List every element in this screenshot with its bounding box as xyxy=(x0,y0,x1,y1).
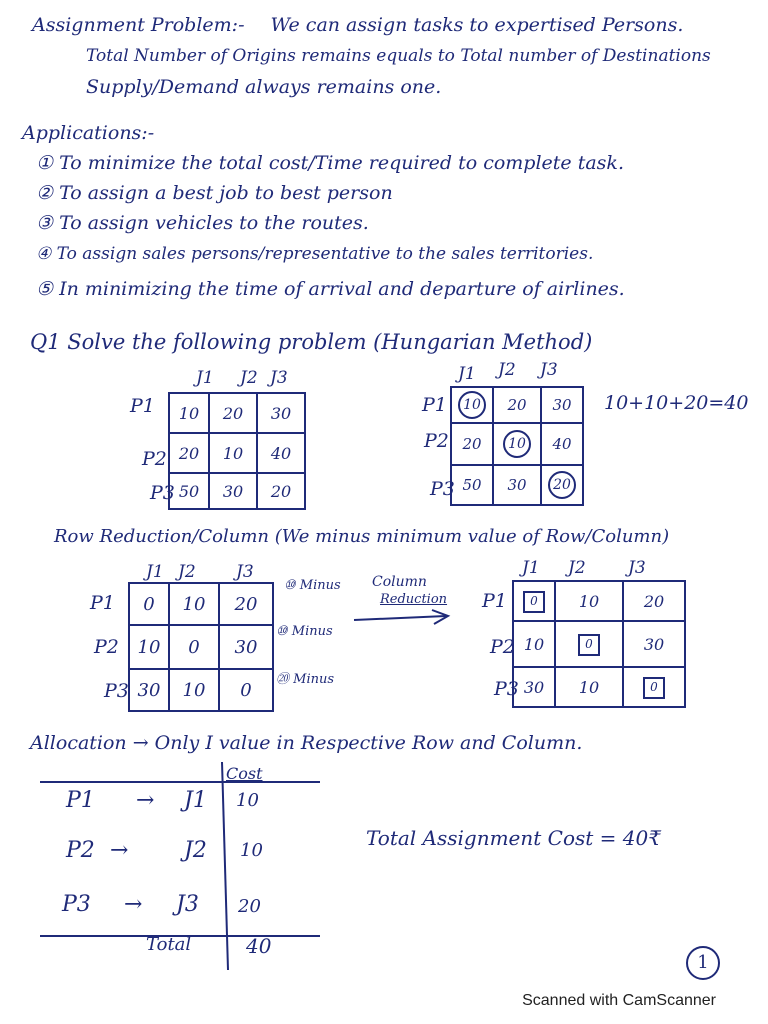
cell: 30 xyxy=(257,393,305,433)
cell: 30 xyxy=(209,473,257,509)
alloc-arrow-2: → xyxy=(110,838,129,863)
cell: 10 xyxy=(129,625,169,669)
question-text: Q1 Solve the following problem (Hungarian Method) xyxy=(30,330,593,354)
right-arrow-icon xyxy=(352,608,456,628)
cell: 40 xyxy=(257,433,305,473)
col-header-j2: J2 xyxy=(498,360,516,380)
cell: 30 xyxy=(219,625,273,669)
cost-header: Cost xyxy=(226,764,263,783)
cell: 20 xyxy=(493,387,541,423)
supply-demand-line: Supply/Demand always remains one. xyxy=(86,76,442,98)
col-header-j3: J3 xyxy=(270,368,288,388)
cell: 20 xyxy=(257,473,305,509)
cell-circled xyxy=(541,465,583,505)
cell: 30 xyxy=(129,669,169,711)
col-header-j3: J3 xyxy=(236,562,254,582)
cell: 0 xyxy=(219,669,273,711)
alloc-from-p1: P1 xyxy=(66,788,95,813)
cell-boxed xyxy=(513,581,555,621)
alloc-to-j3: J3 xyxy=(176,892,199,917)
row-label-p1: P1 xyxy=(482,590,507,612)
total-assignment-cost: Total Assignment Cost = 40₹ xyxy=(366,826,661,850)
alloc-from-p3: P3 xyxy=(62,892,91,917)
cell: 40 xyxy=(541,423,583,465)
application-item-5: ⑤ In minimizing the time of arrival and departure of airlines. xyxy=(36,278,625,300)
col-header-j1: J1 xyxy=(146,562,164,582)
assignment-problem-heading xyxy=(32,14,683,36)
minus-note-row3: ⑳ Minus xyxy=(276,672,335,687)
row-reduced-matrix xyxy=(128,582,274,712)
reduction-heading: Row Reduction/Column (We minus minimum value of Row/Column) xyxy=(54,526,670,547)
alloc-cost-3: 20 xyxy=(238,896,261,917)
alloc-to-j2: J2 xyxy=(184,838,207,863)
cell: 20 xyxy=(209,393,257,433)
cell: 20 xyxy=(219,583,273,625)
row-label-p2: P2 xyxy=(142,448,167,470)
application-item-3: ③ To assign vehicles to the routes. xyxy=(36,212,369,234)
cell: 10 xyxy=(209,433,257,473)
cell: 10 xyxy=(513,621,555,667)
cell: 30 xyxy=(493,465,541,505)
row-label-p1: P1 xyxy=(90,592,115,614)
cost-matrix xyxy=(168,392,306,510)
sum-note: 10+10+20=40 xyxy=(604,392,749,414)
cell: 20 xyxy=(623,581,685,621)
cell: 10 xyxy=(169,393,209,433)
cell: 0 xyxy=(129,583,169,625)
minus-note-row1: ⑩ Minus xyxy=(284,578,341,593)
heading-text: Assignment Problem:- xyxy=(32,14,245,36)
col-header-j2: J2 xyxy=(568,558,586,578)
col-header-j1: J1 xyxy=(458,364,476,384)
row-label-p1: P1 xyxy=(422,394,447,416)
cell: 50 xyxy=(169,473,209,509)
circle-mark: 20 xyxy=(548,471,576,499)
cell: 50 xyxy=(451,465,493,505)
origins-line: Total Number of Origins remains equals to Total number of Destinations xyxy=(86,46,711,66)
camscanner-footer: Scanned with CamScanner xyxy=(522,992,716,1009)
col-header-j2: J2 xyxy=(240,368,258,388)
row-label-p2: P2 xyxy=(490,636,515,658)
cell: 20 xyxy=(451,423,493,465)
row-label-p3: P3 xyxy=(104,680,129,702)
row-label-p3: P3 xyxy=(430,478,455,500)
cell-boxed xyxy=(623,667,685,707)
arrow-label-column: Column xyxy=(372,574,427,590)
allocation-heading: Allocation → Only I value in Respective Row and Column. xyxy=(30,732,583,754)
cell: 20 xyxy=(169,433,209,473)
circle-mark: 10 xyxy=(458,391,486,419)
applications-heading: Applications:- xyxy=(22,122,155,144)
col-header-j3: J3 xyxy=(540,360,558,380)
cell-boxed xyxy=(555,621,623,667)
row-label-p1: P1 xyxy=(130,395,155,417)
arrow-label-reduction: Reduction xyxy=(380,592,448,607)
col-header-j2: J2 xyxy=(178,562,196,582)
definition-text: We can assign tasks to expertised Persons. xyxy=(270,14,684,36)
col-header-j1: J1 xyxy=(196,368,214,388)
column-reduced-matrix xyxy=(512,580,686,708)
alloc-total-label: Total xyxy=(146,934,192,955)
col-header-j3: J3 xyxy=(628,558,646,578)
cell: 30 xyxy=(513,667,555,707)
alloc-cost-2: 10 xyxy=(240,840,263,861)
cell: 10 xyxy=(555,581,623,621)
cell: 30 xyxy=(623,621,685,667)
cell: 10 xyxy=(169,669,219,711)
square-mark: 0 xyxy=(523,591,545,613)
alloc-arrow-1: → xyxy=(136,788,155,813)
square-mark: 0 xyxy=(578,634,600,656)
alloc-total-value: 40 xyxy=(246,934,272,958)
row-label-p3: P3 xyxy=(494,678,519,700)
cell: 10 xyxy=(555,667,623,707)
alloc-cost-1: 10 xyxy=(236,790,259,811)
row-label-p2: P2 xyxy=(94,636,119,658)
alloc-arrow-3: → xyxy=(124,892,143,917)
cell: 10 xyxy=(169,583,219,625)
application-item-1: ① To minimize the total cost/Time required to complete task. xyxy=(36,152,624,174)
alloc-from-p2: P2 xyxy=(66,838,95,863)
application-item-2: ② To assign a best job to best person xyxy=(36,182,393,204)
row-label-p2: P2 xyxy=(424,430,449,452)
row-label-p3: P3 xyxy=(150,482,175,504)
alloc-to-j1: J1 xyxy=(184,788,207,813)
page-number: 1 xyxy=(686,946,720,980)
square-mark: 0 xyxy=(643,677,665,699)
application-item-4: ④ To assign sales persons/representative to the sales territories. xyxy=(36,244,594,264)
cell: 0 xyxy=(169,625,219,669)
minus-note-row2: ⑩ Minus xyxy=(276,624,333,639)
circle-mark: 10 xyxy=(503,430,531,458)
circled-matrix xyxy=(450,386,584,506)
cell-circled xyxy=(493,423,541,465)
col-header-j1: J1 xyxy=(522,558,540,578)
cell: 30 xyxy=(541,387,583,423)
cell-circled xyxy=(451,387,493,423)
